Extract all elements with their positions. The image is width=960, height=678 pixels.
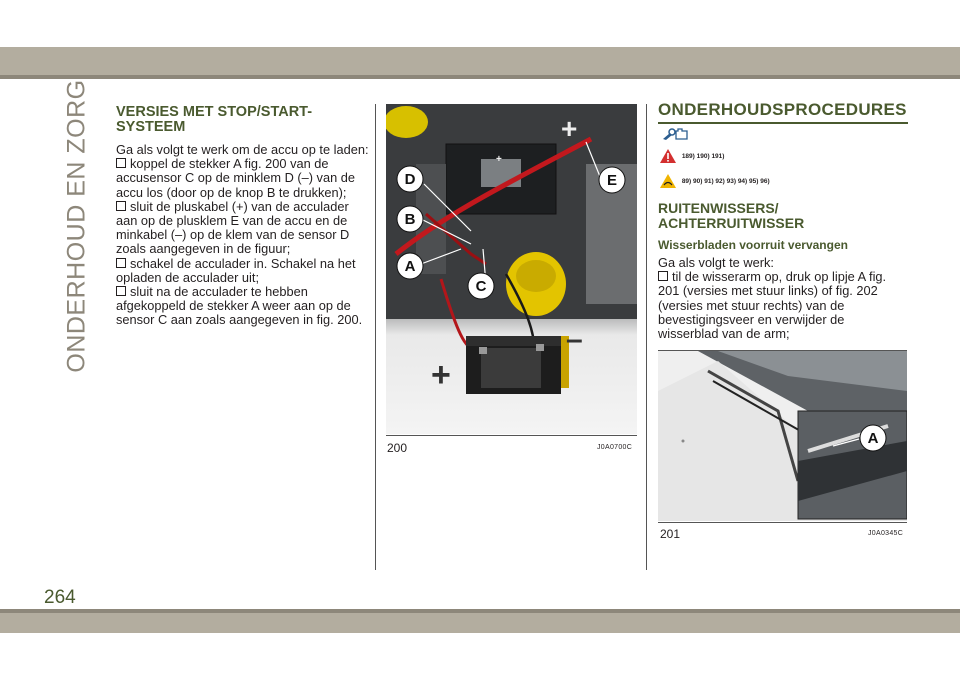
left-body <box>116 143 370 328</box>
left-step-4 <box>116 285 370 328</box>
left-step-2 <box>116 200 370 257</box>
battery-illustration <box>386 104 637 434</box>
figure-201-code: J0A0345C <box>868 530 904 537</box>
caution-refs: 89) 90) 91) 92) 93) 94) 95) 96) <box>681 177 770 185</box>
figure-200-code: J0A0700C <box>597 444 633 451</box>
fig200-label-c: C <box>475 278 487 295</box>
wiper-illustration <box>658 351 907 521</box>
column-divider-left <box>375 104 376 570</box>
figure-201-number: 201 <box>660 527 681 541</box>
left-step-3 <box>116 257 370 285</box>
left-step-3-text: schakel de acculader in. Schakel na het opladen de acculader uit; <box>116 255 356 285</box>
header-band <box>0 47 960 75</box>
figure-200-image <box>386 104 637 434</box>
danger-refs: 189) 190) 191) <box>681 152 725 160</box>
right-step-1 <box>658 270 908 341</box>
right-intro: Ga als volgt te werk: <box>658 255 774 270</box>
left-step-1 <box>116 157 370 200</box>
caution-triangle-icon <box>660 174 676 188</box>
figure-201-image <box>658 351 907 521</box>
checkbox-bullet-icon <box>116 158 126 168</box>
wiper-blades-heading: Wisserbladen voorruit vervangen <box>658 238 848 252</box>
chapter-label-text: ONDERHOUD EN ZORG <box>62 79 91 373</box>
header-rule <box>0 75 960 79</box>
fig200-plus-terminal: + <box>561 113 578 144</box>
left-step-1-text: koppel de stekker A fig. 200 van de accusensor C op de minklem D (–) van de accu los (door op de knop B te drukken); <box>116 156 355 200</box>
figure-201-rule <box>658 522 907 523</box>
checkbox-bullet-icon <box>658 271 668 281</box>
section-heading-stop-start: VERSIES MET STOP/START-SYSTEEM <box>116 104 313 135</box>
maintenance-procedures-heading: ONDERHOUDSPROCEDURES <box>658 100 908 124</box>
footer-band <box>0 613 960 633</box>
left-intro: Ga als volgt te werk om de accu op te laden: <box>116 142 369 157</box>
warning-row-caution <box>660 174 770 188</box>
fig200-label-b: B <box>404 211 416 228</box>
danger-triangle-icon <box>660 149 676 163</box>
fig200-label-e: E <box>606 172 618 189</box>
fig200-minus-sign: – <box>566 323 583 356</box>
checkbox-bullet-icon <box>116 286 126 296</box>
page-number: 264 <box>44 587 76 608</box>
fig200-plus-top: + <box>496 154 502 165</box>
figure-200-rule <box>386 435 637 436</box>
left-step-2-text: sluit de pluskabel (+) van de acculader aan op de plusklem E van de accu en de minkabel (–) op de klem van de sensor D zoals aangegeven in de figuur; <box>116 198 350 257</box>
chapter-label <box>62 79 92 373</box>
right-step-1-text: til de wisserarm op, druk op lipje A fig. 201 (versies met stuur links) of fig. 202 (versies met stuur rechts) van de bevestigingsveer en verwijder de wisserblad van de arm; <box>658 269 887 342</box>
wrench-engine-icon <box>662 127 690 141</box>
checkbox-bullet-icon <box>116 201 126 211</box>
left-step-4-text: sluit na de acculader te hebben afgekoppeld de stekker A weer aan op de sensor C aan zoals aangegeven in fig. 200. <box>116 284 363 328</box>
fig200-plus-sign: + <box>431 356 451 394</box>
warning-row-danger <box>660 149 724 163</box>
column-divider-right <box>646 104 647 570</box>
figure-200-number: 200 <box>387 441 408 455</box>
fig201-label-a: A <box>867 430 879 447</box>
left-column <box>116 105 370 328</box>
checkbox-bullet-icon <box>116 258 126 268</box>
fig200-label-a: A <box>404 258 416 275</box>
fig200-label-d: D <box>404 171 416 188</box>
wipers-subheading: RUITENWISSERS/ ACHTERRUITWISSER <box>658 200 805 231</box>
right-body <box>658 256 908 341</box>
